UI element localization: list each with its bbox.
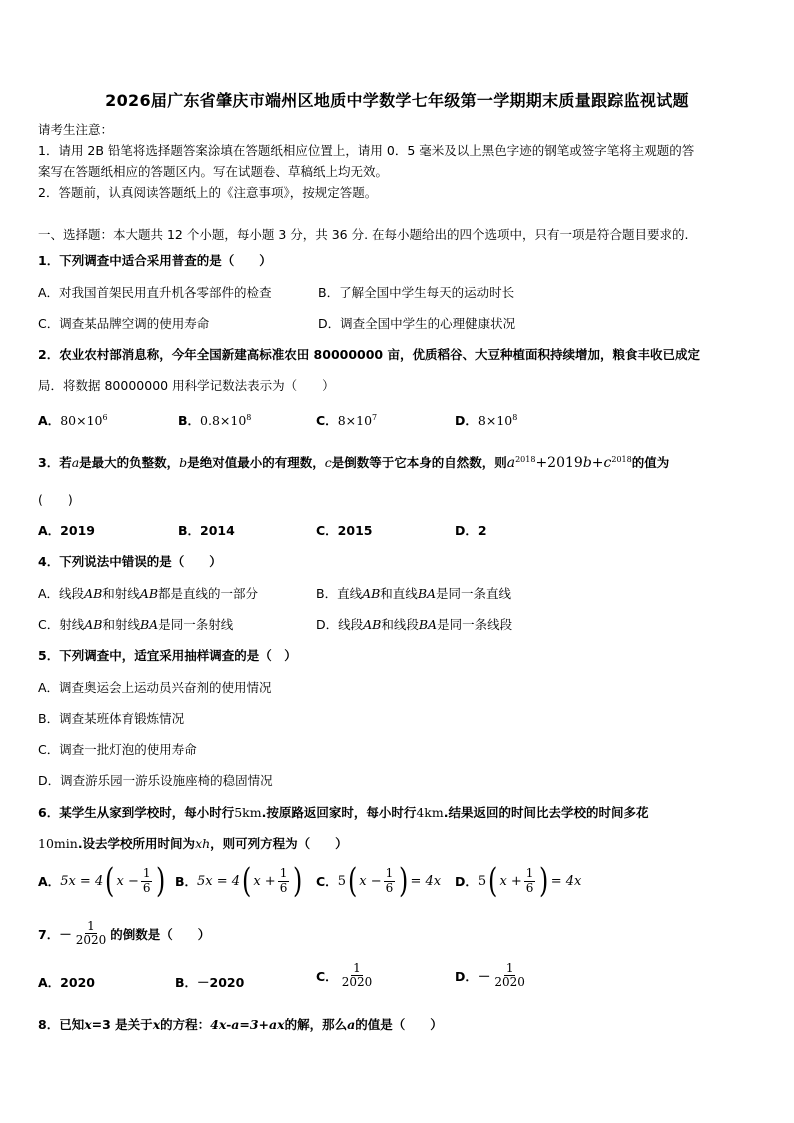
q2-option-d: D．$8\times 10^8$ (455, 412, 518, 428)
q5-option-c: C．调查一批灯泡的使用寿命 (38, 742, 197, 757)
q3-option-c: C．2015 (316, 523, 373, 538)
q5-option-b: B．调查某班体育锻炼情况 (38, 711, 185, 726)
section-heading: 一、选择题：本大题共 12 个小题，每小题 3 分，共 36 分. 在每小题给出的四个选项中，只有一项是符合题目要求的. (38, 227, 689, 242)
q6-option-b: B． 5x = 4 ( x + $\frac{1}{6}$ ) (175, 861, 303, 901)
q2-option-c: C．$8\times 10^7$ (316, 412, 378, 428)
q5-option-a: A．调查奥运会上运动员兴奋剂的使用情况 (38, 680, 272, 695)
q3-option-b: B．2014 (178, 523, 235, 538)
notice-item-1-line-1: 1．请用 2B 铅笔将选择题答案涂填在答题纸相应位置上，请用 0．5 毫米及以上黑色字迹的钢笔或签字笔将主观题的答 (38, 143, 695, 158)
page-title: 2026届广东省肇庆市端州区地质中学数学七年级第一学期期末质量跟踪监视试题 (105, 91, 689, 110)
q4-option-c: C．射线AB和射线BA是同一条射线 (38, 617, 234, 632)
q7-option-b: B．－2020 (175, 975, 245, 990)
q1-option-a: A．对我国首架民用直升机各零部件的检查 (38, 285, 272, 300)
q8-stem: 8．已知x=3 是关于x的方程：4x-a=3+ax的解，那么a的值是（ ） (38, 1017, 443, 1032)
q2-option-b: B．$0.8\times 10^8$ (178, 412, 252, 428)
q2-option-a: A．$80\times 10^6$ (38, 412, 108, 428)
q1-stem: 1．下列调查中适合采用普查的是（ ） (38, 253, 272, 268)
q3-option-a: A．2019 (38, 523, 95, 538)
q7-stem: 7．－ $\frac{1}{2020}$ 的倒数是（ ） (38, 919, 211, 948)
q6-stem-line-1: 6．某学生从家到学校时，每小时行5km.按原路返回家时，每小时行4km.结果返回的时间比去学校的时间多花 (38, 805, 649, 820)
q3-answer-paren: ( ) (38, 492, 73, 507)
q3-stem: 3．若a是最大的负整数，b是绝对值最小的有理数，c是倒数等于它本身的自然数，则$a^{2018}+2019b+c^{2018}$的值为 (38, 454, 670, 471)
q5-stem: 5．下列调查中，适宜采用抽样调查的是（ ） (38, 648, 297, 663)
q4-option-a: A．线段AB和射线AB都是直线的一部分 (38, 586, 259, 601)
q7-option-a: A．2020 (38, 975, 95, 990)
q6-option-c: C． 5 ( x − $\frac{1}{6}$ ) = 4x (316, 861, 442, 901)
q2-stem-line-1: 2．农业农村部消息称，今年全国新建高标准农田 80000000 亩，优质稻谷、大豆种植面积持续增加，粮食丰收已成定 (38, 347, 700, 362)
q4-stem: 4．下列说法中错误的是（ ） (38, 554, 222, 569)
notice-item-2: 2．答题前，认真阅读答题纸上的《注意事项》，按规定答题。 (38, 185, 378, 200)
notice-heading: 请考生注意： (38, 122, 114, 137)
q7-option-c: C． $\frac{1}{2020}$ (316, 961, 373, 990)
notice-item-1-line-2: 案写在答题纸相应的答题区内。写在试题卷、草稿纸上均无效。 (38, 164, 389, 179)
q6-option-d: D． 5 ( x + $\frac{1}{6}$ ) = 4x (455, 861, 582, 901)
q1-option-d: D．调查全国中学生的心理健康状况 (318, 316, 516, 331)
q4-option-b: B．直线AB和直线BA是同一条直线 (316, 586, 512, 601)
q3-option-d: D．2 (455, 523, 487, 538)
q1-option-c: C．调查某品牌空调的使用寿命 (38, 316, 210, 331)
q1-option-b: B．了解全国中学生每天的运动时长 (318, 285, 515, 300)
q7-option-d: D．－ $\frac{1}{2020}$ (455, 961, 525, 990)
q6-stem-line-2: 10min.设去学校所用时间为xh，则可列方程为（ ） (38, 836, 348, 851)
q2-stem-line-2: 局．将数据 80000000 用科学记数法表示为（ ） (38, 378, 335, 393)
q4-option-d: D．线段AB和线段BA是同一条线段 (316, 617, 513, 632)
q5-option-d: D．调查游乐园一游乐设施座椅的稳固情况 (38, 773, 273, 788)
q6-option-a: A． 5x = 4 ( x − $\frac{1}{6}$ ) (38, 861, 166, 901)
